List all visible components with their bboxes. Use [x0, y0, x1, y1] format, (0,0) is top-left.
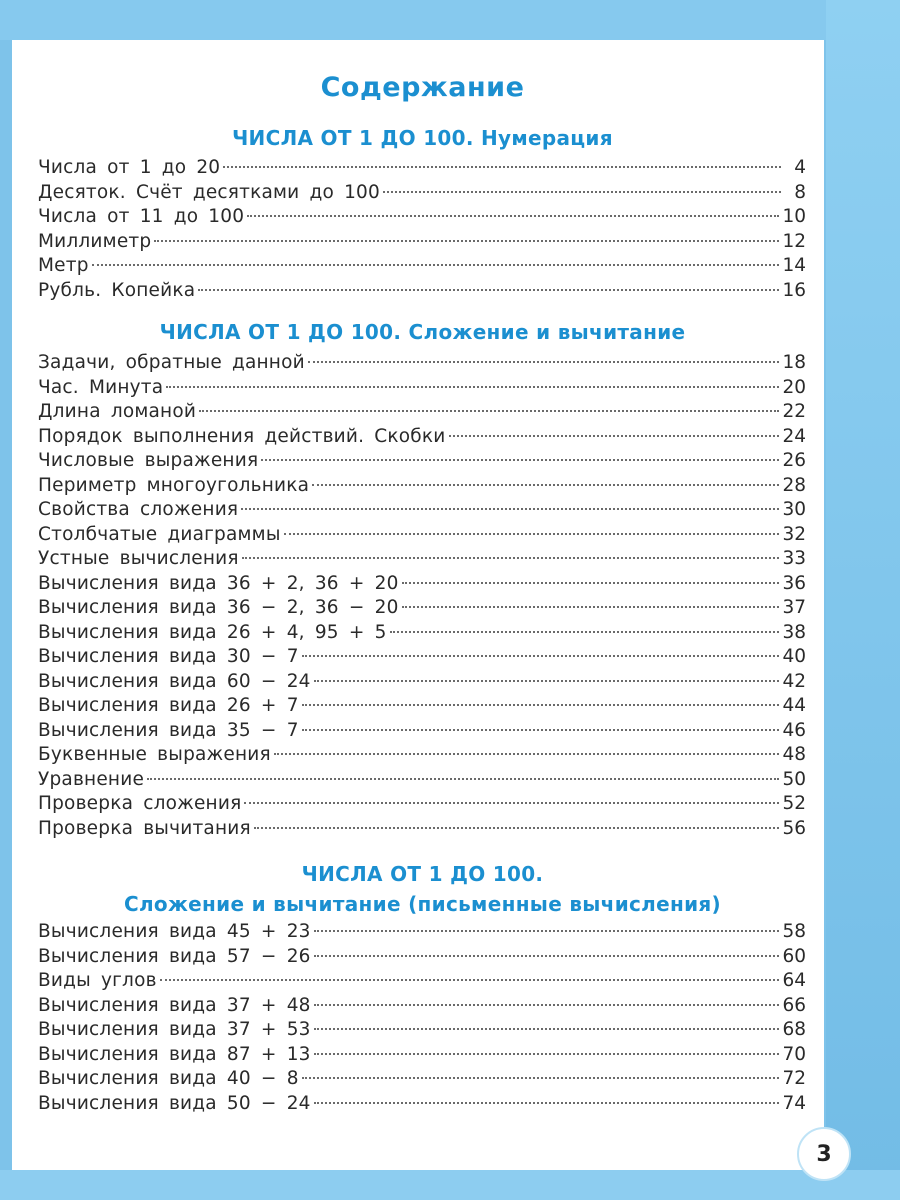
toc-entry[interactable]: [38, 254, 806, 279]
toc-entry-title: Вычисления вида 26 + 7: [38, 695, 299, 716]
toc-entry[interactable]: [38, 1018, 806, 1043]
toc-entry-title: Периметр многоугольника: [38, 474, 310, 496]
toc-entry-page: 18: [782, 352, 806, 373]
toc-entry-title: Вычисления вида 36 + 2, 36 + 20: [38, 572, 399, 594]
toc-entry-title: Вычисления вида 37 + 53: [38, 1019, 311, 1040]
toc-entry-title: Вычисления вида 40 − 8: [38, 1068, 299, 1089]
toc-entry-page: 24: [782, 425, 806, 447]
section-heading-numeration: ЧИСЛА ОТ 1 ДО 100. Нумерация: [232, 126, 613, 150]
dot-leader: [314, 1102, 780, 1104]
toc-entry[interactable]: [38, 596, 806, 621]
toc-entry-page: 30: [782, 499, 806, 520]
toc-entry[interactable]: [38, 1043, 806, 1068]
toc-entry[interactable]: [38, 425, 806, 450]
toc-entry-page: 50: [782, 768, 806, 790]
toc-entry-page: 12: [782, 230, 806, 252]
toc-entry[interactable]: [38, 694, 806, 719]
dot-leader: [314, 680, 780, 682]
toc-entry-title: Длина ломаной: [38, 401, 197, 422]
toc-entry-title: Вычисления вида 87 + 13: [38, 1043, 311, 1065]
toc-entry[interactable]: [38, 400, 806, 425]
toc-entry-page: 10: [782, 206, 806, 227]
toc-entry[interactable]: [38, 817, 806, 842]
dot-leader: [302, 704, 780, 706]
top-border: [0, 0, 900, 40]
toc-entry[interactable]: [38, 792, 806, 817]
toc-entry[interactable]: [38, 719, 806, 744]
toc-entry-page: 8: [794, 181, 806, 203]
toc-entry-page: 40: [782, 646, 806, 667]
toc-entry-page: 52: [782, 793, 806, 814]
dot-leader: [314, 1028, 780, 1030]
toc-entry-page: 44: [782, 695, 806, 716]
section-heading-add-sub: ЧИСЛА ОТ 1 ДО 100. Сложение и вычитание: [159, 320, 686, 344]
toc-entry-page: 60: [782, 945, 806, 967]
toc-entry-title: Числовые выражения: [38, 450, 259, 471]
dot-leader: [402, 582, 780, 584]
dot-leader: [241, 508, 779, 510]
toc-entry-title: Задачи, обратные данной: [38, 352, 305, 373]
dot-leader: [314, 930, 780, 932]
toc-entry-title: Вычисления вида 26 + 4, 95 + 5: [38, 621, 387, 643]
toc-entry-page: 70: [782, 1043, 806, 1065]
toc-entry-page: 64: [782, 970, 806, 991]
dot-leader: [314, 1053, 780, 1055]
toc-entry-title: Вычисления вида 57 − 26: [38, 945, 311, 967]
toc-entry[interactable]: [38, 376, 806, 401]
toc-entry-page: 32: [782, 523, 806, 545]
toc-entry-title: Вычисления вида 50 − 24: [38, 1092, 311, 1114]
toc-entry-page: 58: [782, 921, 806, 942]
dot-leader: [92, 264, 780, 266]
section-heading-written-line2: Сложение и вычитание (письменные вычисления): [123, 892, 721, 916]
toc-entry-title: Миллиметр: [38, 230, 152, 252]
toc-entry[interactable]: [38, 743, 806, 768]
toc-entry-title: Уравнение: [38, 768, 145, 790]
toc-entry-title: Свойства сложения: [38, 499, 239, 520]
toc-entry[interactable]: [38, 279, 806, 304]
toc-entry[interactable]: [38, 1092, 806, 1117]
toc-entry[interactable]: [38, 1067, 806, 1092]
toc-entry-page: 37: [782, 597, 806, 618]
dot-leader: [198, 289, 779, 291]
toc-entry-title: Вычисления вида 37 + 48: [38, 994, 311, 1016]
toc-entry-title: Проверка сложения: [38, 793, 242, 814]
toc-entry-title: Виды углов: [38, 970, 157, 991]
dot-leader: [390, 631, 780, 633]
dot-leader: [302, 655, 780, 657]
dot-leader: [274, 753, 780, 755]
toc-entry[interactable]: [38, 645, 806, 670]
toc-entry-title: Десяток. Счёт десятками до 100: [38, 181, 380, 203]
dot-leader: [247, 215, 779, 217]
dot-leader: [284, 533, 780, 535]
toc-list-numeration: [38, 156, 806, 303]
bottom-border: [0, 1170, 900, 1200]
dot-leader: [302, 1077, 780, 1079]
toc-entry-page: 16: [782, 279, 806, 301]
toc-entry-page: 48: [782, 744, 806, 765]
toc-entry-page: 42: [782, 670, 806, 692]
toc-entry[interactable]: [38, 156, 806, 181]
toc-entry-page: 20: [782, 376, 806, 398]
toc-entry-title: Час. Минута: [38, 376, 164, 398]
toc-entry-title: Метр: [38, 255, 89, 276]
dot-leader: [383, 191, 781, 193]
toc-entry-page: 4: [794, 157, 806, 178]
dot-leader: [312, 484, 779, 486]
toc-entry-page: 46: [782, 719, 806, 741]
toc-entry[interactable]: [38, 621, 806, 646]
toc-entry-page: 66: [782, 994, 806, 1016]
toc-entry-title: Столбчатые диаграммы: [38, 523, 281, 545]
toc-entry[interactable]: [38, 181, 806, 206]
toc-entry[interactable]: [38, 920, 806, 945]
dot-leader: [166, 386, 779, 388]
toc-entry[interactable]: [38, 351, 806, 376]
dot-leader: [449, 435, 780, 437]
toc-entry[interactable]: [38, 523, 806, 548]
toc-entry-page: 22: [782, 401, 806, 422]
dot-leader: [199, 410, 779, 412]
toc-entry[interactable]: [38, 449, 806, 474]
toc-entry-title: Вычисления вида 45 + 23: [38, 921, 311, 942]
dot-leader: [242, 557, 780, 559]
dot-leader: [314, 955, 780, 957]
toc-entry-title: Вычисления вида 60 − 24: [38, 670, 311, 692]
toc-entry[interactable]: [38, 670, 806, 695]
toc-entry[interactable]: [38, 994, 806, 1019]
toc-entry-title: Проверка вычитания: [38, 817, 251, 839]
toc-entry-page: 14: [782, 255, 806, 276]
dot-leader: [223, 166, 781, 168]
page-number-badge: 3: [797, 1127, 851, 1181]
dot-leader: [308, 361, 780, 363]
toc-entry[interactable]: [38, 474, 806, 499]
toc-entry-title: Порядок выполнения действий. Скобки: [38, 425, 446, 447]
toc-entry[interactable]: [38, 205, 806, 230]
toc-entry[interactable]: [38, 547, 806, 572]
dot-leader: [402, 606, 780, 608]
toc-entry-page: 33: [782, 548, 806, 569]
dot-leader: [261, 459, 779, 461]
toc-list-add-sub: [38, 351, 806, 841]
toc-entry-page: 36: [782, 572, 806, 594]
toc-entry[interactable]: [38, 969, 806, 994]
toc-entry-page: 56: [782, 817, 806, 839]
toc-entry-page: 26: [782, 450, 806, 471]
page-title: Содержание: [320, 72, 525, 103]
section-heading-written-line1: ЧИСЛА ОТ 1 ДО 100.: [301, 862, 544, 886]
toc-entry-title: Буквенные выражения: [38, 744, 271, 765]
toc-entry-title: Числа от 11 до 100: [38, 206, 245, 227]
toc-entry[interactable]: [38, 230, 806, 255]
toc-entry-title: Вычисления вида 30 − 7: [38, 646, 299, 667]
dot-leader: [160, 979, 780, 981]
toc-entry-page: 68: [782, 1019, 806, 1040]
toc-list-written: [38, 920, 806, 1116]
toc-entry-page: 72: [782, 1068, 806, 1089]
dot-leader: [244, 802, 779, 804]
dot-leader: [154, 240, 779, 242]
dot-leader: [302, 729, 780, 731]
toc-entry[interactable]: [38, 572, 806, 597]
toc-entry[interactable]: [38, 945, 806, 970]
toc-entry[interactable]: [38, 498, 806, 523]
toc-entry-title: Вычисления вида 35 − 7: [38, 719, 299, 741]
toc-entry-title: Рубль. Копейка: [38, 279, 196, 301]
toc-entry-title: Устные вычисления: [38, 548, 239, 569]
side-border: [826, 0, 900, 1200]
toc-entry-page: 38: [782, 621, 806, 643]
dot-leader: [314, 1004, 780, 1006]
toc-entry-title: Числа от 1 до 20: [38, 157, 221, 178]
toc-entry-page: 28: [782, 474, 806, 496]
dot-leader: [254, 827, 780, 829]
toc-entry-page: 74: [782, 1092, 806, 1114]
toc-entry[interactable]: [38, 768, 806, 793]
toc-entry-title: Вычисления вида 36 − 2, 36 − 20: [38, 597, 399, 618]
dot-leader: [147, 778, 779, 780]
